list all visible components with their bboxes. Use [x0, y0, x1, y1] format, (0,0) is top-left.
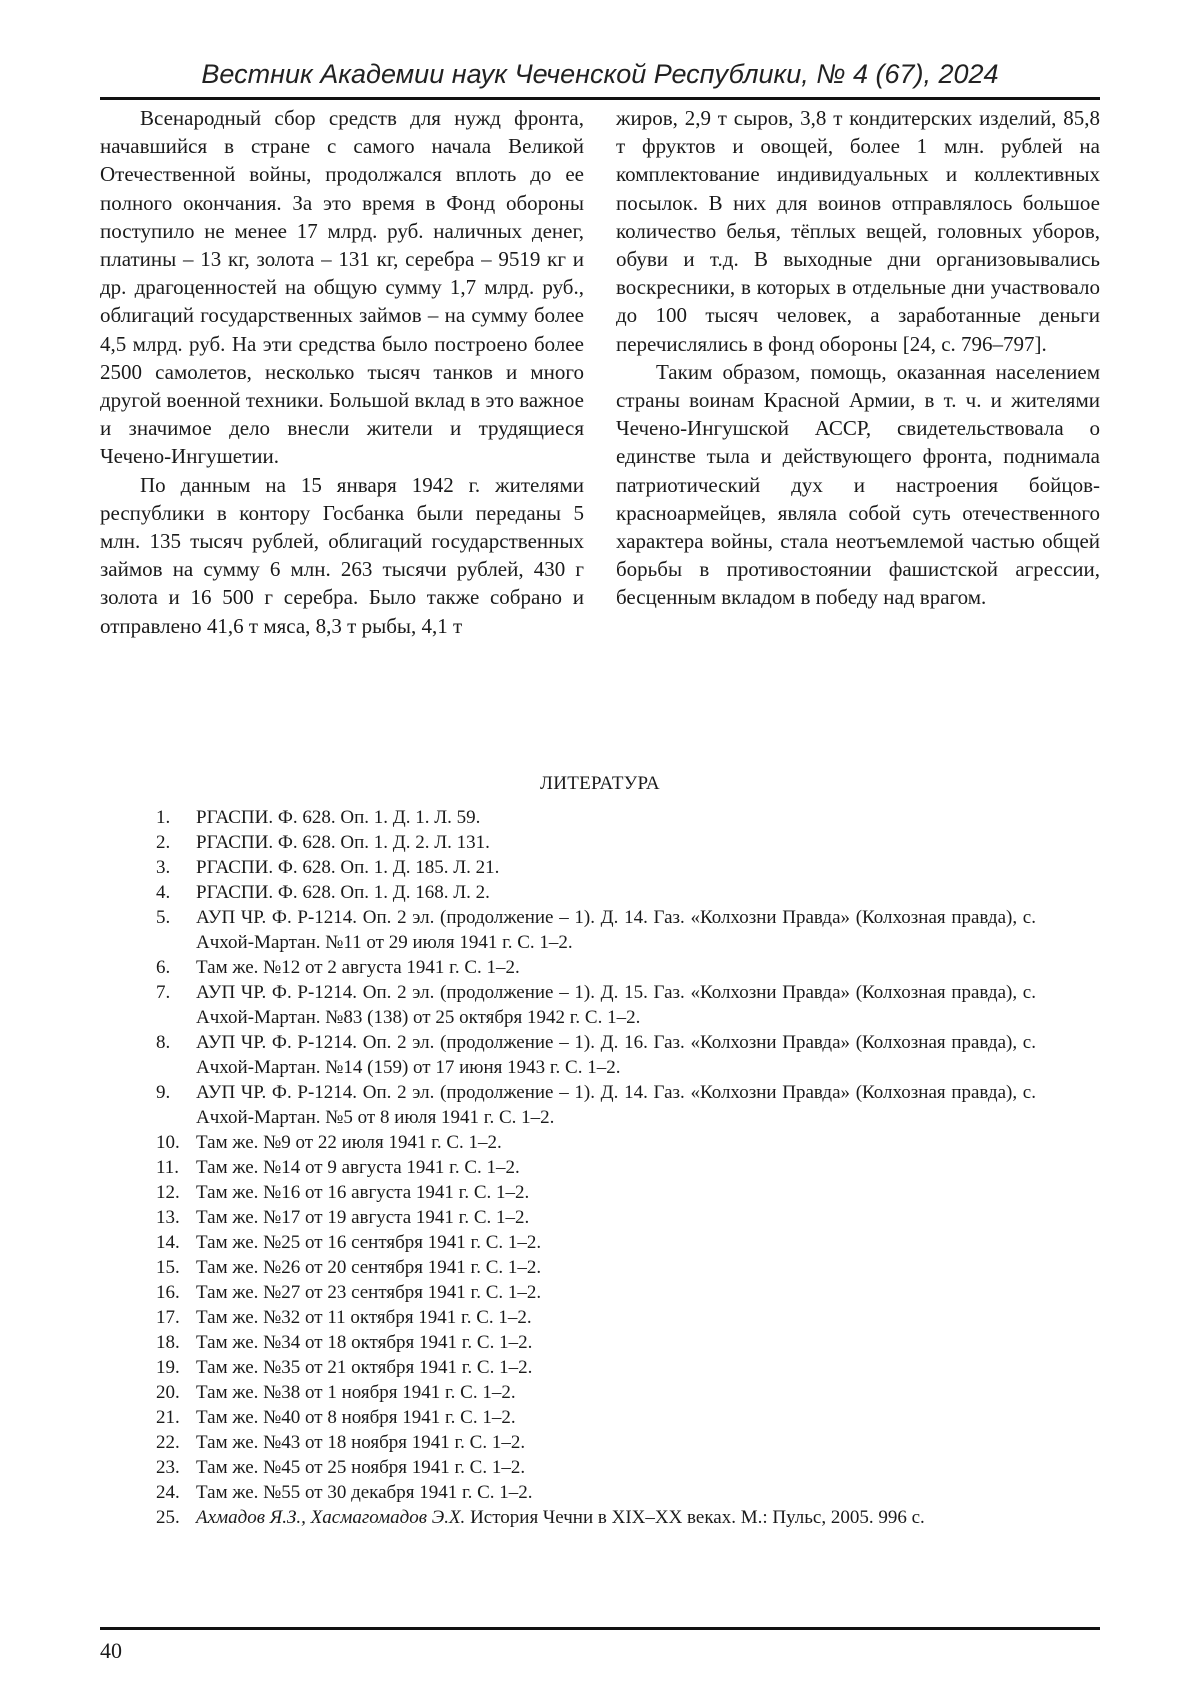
reference-item — [156, 905, 1036, 955]
body-columns — [100, 104, 1100, 640]
reference-item — [156, 1080, 1036, 1130]
reference-text: АУП ЧР. Ф. Р-1214. Оп. 2 эл. (продолжение – 1). Д. 14. Газ. «Колхозни Правда» (Колхозная правда), с. Ачхой-Мартан. №11 от 29 июля 1941 г. С. 1–2. — [196, 907, 1036, 953]
literature-title: ЛИТЕРАТУРА — [540, 773, 660, 794]
reference-item — [156, 1355, 1036, 1380]
body-paragraph: Всенародный сбор средств для нужд фронта, начавшийся в стране с самого начала Великой Отечественной войны, продолжался вплоть до ее полного окончания. За это время в Фонд обороны поступило не менее 17 млрд. руб. наличных денег, платины – 13 кг, золота – 131 кг, серебра – 9519 кг и др. драгоценностей на общую сумму 1,7 млрд. руб., облигаций государственных займов – на сумму более 4,5 млрд. руб. На эти средства было построено более 2500 самолетов, несколько тысяч танков и много другой военной техники. Большой вклад в это важное и значимое дело внесли жители и трудящиеся Чечено-Ингушетии. — [100, 106, 584, 469]
reference-number: 13. — [156, 1207, 180, 1228]
reference-number: 16. — [156, 1282, 180, 1303]
reference-text: Там же. №25 от 16 сентября 1941 г. С. 1–2. — [196, 1232, 542, 1253]
reference-number: 12. — [156, 1182, 180, 1203]
reference-text: РГАСПИ. Ф. 628. Оп. 1. Д. 2. Л. 131. — [196, 832, 490, 853]
reference-item — [156, 805, 1036, 830]
reference-number: 17. — [156, 1307, 180, 1328]
reference-text: Там же. №40 от 8 ноября 1941 г. С. 1–2. — [196, 1407, 516, 1428]
reference-text: Там же. №27 от 23 сентября 1941 г. С. 1–2. — [196, 1282, 542, 1303]
body-paragraph: жиров, 2,9 т сыров, 3,8 т кондитерских изделий, 85,8 т фруктов и овощей, более 1 млн. рублей на комплектование индивидуальных и коллективных посылок. В них для воинов отправлялось большое количество белья, тёплых вещей, головных уборов, обуви и т.д. В выходные дни организовывались воскресники, в которых в отдельные дни участвовало до 100 тысяч человек, а заработанные деньги перечислялись в фонд обороны [24, с. 796–797]. — [616, 106, 1100, 356]
reference-text: АУП ЧР. Ф. Р-1214. Оп. 2 эл. (продолжение – 1). Д. 16. Газ. «Колхозни Правда» (Колхозная правда), с. Ачхой-Мартан. №14 (159) от 17 июня 1943 г. С. 1–2. — [196, 1032, 1036, 1078]
reference-text: АУП ЧР. Ф. Р-1214. Оп. 2 эл. (продолжение – 1). Д. 14. Газ. «Колхозни Правда» (Колхозная правда), с. Ачхой-Мартан. №5 от 8 июля 1941 г. С. 1–2. — [196, 1082, 1036, 1128]
reference-item — [156, 1505, 1036, 1530]
reference-number: 8. — [156, 1032, 171, 1053]
reference-text: Там же. №17 от 19 августа 1941 г. С. 1–2. — [196, 1207, 530, 1228]
reference-number: 2. — [156, 832, 171, 853]
reference-text: Там же. №9 от 22 июля 1941 г. С. 1–2. — [196, 1132, 502, 1153]
reference-text: Там же. №34 от 18 октября 1941 г. С. 1–2. — [196, 1332, 533, 1353]
reference-number: 19. — [156, 1357, 180, 1378]
reference-text — [196, 1505, 1036, 1530]
header-rule — [100, 97, 1100, 100]
reference-number: 25. — [156, 1507, 180, 1528]
reference-item — [156, 1030, 1036, 1080]
reference-number: 20. — [156, 1382, 180, 1403]
reference-number: 3. — [156, 857, 171, 878]
reference-text: Там же. №16 от 16 августа 1941 г. С. 1–2. — [196, 1182, 530, 1203]
reference-text: Там же. №26 от 20 сентября 1941 г. С. 1–2. — [196, 1257, 542, 1278]
footer-rule — [100, 1627, 1100, 1630]
reference-number: 5. — [156, 907, 171, 928]
reference-number: 1. — [156, 807, 171, 828]
reference-item — [156, 1380, 1036, 1405]
reference-text: Там же. №35 от 21 октября 1941 г. С. 1–2. — [196, 1357, 533, 1378]
reference-item — [156, 830, 1036, 855]
reference-number: 24. — [156, 1482, 180, 1503]
reference-item — [156, 1405, 1036, 1430]
reference-item — [156, 1305, 1036, 1330]
reference-number: 10. — [156, 1132, 180, 1153]
reference-item — [156, 1430, 1036, 1455]
reference-item — [156, 1230, 1036, 1255]
reference-text: РГАСПИ. Ф. 628. Оп. 1. Д. 185. Л. 21. — [196, 857, 500, 878]
reference-item — [156, 1180, 1036, 1205]
reference-item — [156, 1480, 1036, 1505]
reference-number: 9. — [156, 1082, 171, 1103]
reference-item — [156, 1330, 1036, 1355]
reference-number: 7. — [156, 982, 171, 1003]
reference-text: РГАСПИ. Ф. 628. Оп. 1. Д. 1. Л. 59. — [196, 807, 481, 828]
reference-text: Там же. №43 от 18 ноября 1941 г. С. 1–2. — [196, 1432, 526, 1453]
reference-item — [156, 1280, 1036, 1305]
reference-list — [156, 805, 1036, 1530]
reference-title: История Чечни в XIX–XX веках. М.: Пульс, 2005. 996 с. — [470, 1507, 925, 1528]
reference-item — [156, 955, 1036, 980]
body-paragraph: Таким образом, помощь, оказанная населением страны воинам Красной Армии, в т. ч. и жителями Чечено-Ингушской АССР, свидетельствовала о единстве тыла и действующего фронта, поднимала патриотический дух и настроения бойцов-красноармейцев, являла собой суть отечественного характера войны, стала неотъемлемой частью общей борьбы в противостоянии фашистской агрессии, бесценным вкладом в победу над врагом. — [616, 359, 1100, 610]
reference-text: РГАСПИ. Ф. 628. Оп. 1. Д. 168. Л. 2. — [196, 882, 490, 903]
reference-item — [156, 1155, 1036, 1180]
reference-number: 23. — [156, 1457, 180, 1478]
reference-number: 14. — [156, 1232, 180, 1253]
reference-item — [156, 1255, 1036, 1280]
reference-item — [156, 1455, 1036, 1480]
reference-text: Там же. №14 от 9 августа 1941 г. С. 1–2. — [196, 1157, 520, 1178]
reference-text: Там же. №12 от 2 августа 1941 г. С. 1–2. — [196, 957, 520, 978]
reference-item — [156, 855, 1036, 880]
reference-item — [156, 880, 1036, 905]
reference-number: 21. — [156, 1407, 180, 1428]
reference-number: 15. — [156, 1257, 180, 1278]
reference-item — [156, 1130, 1036, 1155]
reference-number: 11. — [156, 1157, 180, 1178]
left-column — [100, 104, 584, 640]
reference-text: Там же. №32 от 11 октября 1941 г. С. 1–2. — [196, 1307, 532, 1328]
reference-number: 6. — [156, 957, 171, 978]
right-column — [616, 104, 1100, 640]
body-paragraph: По данным на 15 января 1942 г. жителями республики в контору Госбанка были переданы 5 млн. 135 тысяч рублей, облигаций государственных займов на сумму 6 млн. 263 тысячи рублей, 430 г золота и 16 500 г серебра. Было также собрано и отправлено 41,6 т мяса, 8,3 т рыбы, 4,1 т — [100, 472, 584, 638]
reference-text: Там же. №55 от 30 декабря 1941 г. С. 1–2. — [196, 1482, 533, 1503]
journal-header: Вестник Академии наук Чеченской Республики, № 4 (67), 2024 — [201, 59, 999, 89]
reference-number: 4. — [156, 882, 171, 903]
reference-text: Там же. №38 от 1 ноября 1941 г. С. 1–2. — [196, 1382, 516, 1403]
reference-text: Там же. №45 от 25 ноября 1941 г. С. 1–2. — [196, 1457, 526, 1478]
reference-text: АУП ЧР. Ф. Р-1214. Оп. 2 эл. (продолжение – 1). Д. 15. Газ. «Колхозни Правда» (Колхозная правда), с. Ачхой-Мартан. №83 (138) от 25 октября 1942 г. С. 1–2. — [196, 982, 1036, 1028]
reference-number: 22. — [156, 1432, 180, 1453]
page-number: 40 — [100, 1638, 122, 1663]
reference-item — [156, 1205, 1036, 1230]
reference-authors: Ахмадов Я.З., Хасмагомадов Э.Х. — [196, 1507, 466, 1528]
reference-item — [156, 980, 1036, 1030]
reference-number: 18. — [156, 1332, 180, 1353]
